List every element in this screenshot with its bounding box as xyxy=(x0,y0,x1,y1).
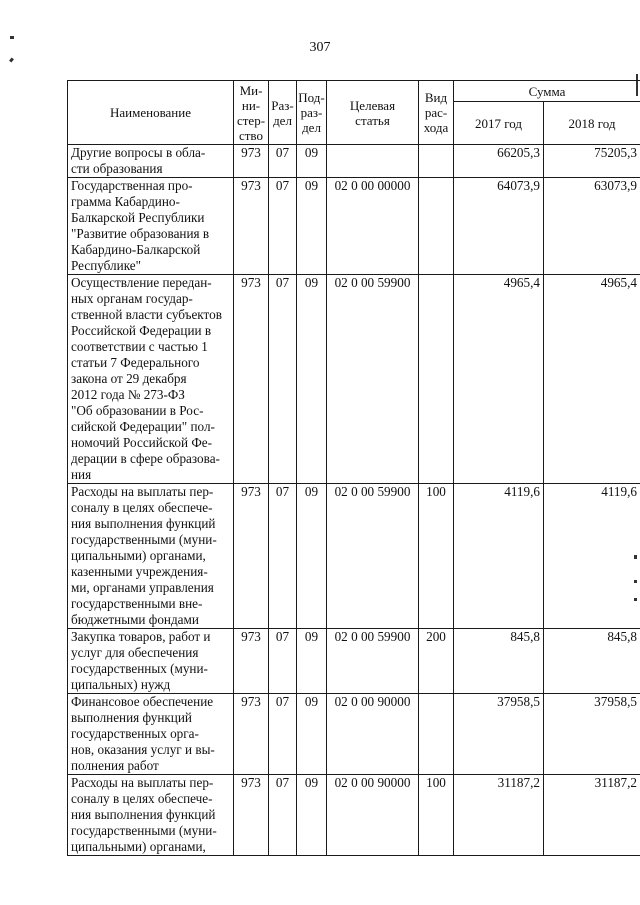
scan-mark xyxy=(10,36,14,39)
row-subsection: 09 xyxy=(297,275,327,484)
row-expense-type: 100 xyxy=(419,484,454,629)
row-target: 02 0 00 00000 xyxy=(327,178,419,275)
row-section: 07 xyxy=(269,629,297,694)
scan-mark xyxy=(9,58,14,63)
row-target: 02 0 00 90000 xyxy=(327,775,419,856)
row-subsection: 09 xyxy=(297,178,327,275)
row-target: 02 0 00 59900 xyxy=(327,484,419,629)
row-name: Финансовое обеспечение выполнения функций государственных орга- нов, оказания услуг и вы- полнения работ xyxy=(68,694,234,775)
budget-table xyxy=(67,80,640,856)
table-row xyxy=(68,629,640,694)
row-sum-2018: 75205,3 xyxy=(544,145,640,178)
row-sum-2018: 845,8 xyxy=(544,629,640,694)
row-ministry: 973 xyxy=(234,694,269,775)
row-sum-2018: 37958,5 xyxy=(544,694,640,775)
row-sum-2017: 4119,6 xyxy=(454,484,544,629)
row-target xyxy=(327,145,419,178)
header-year-2018: 2018 год xyxy=(544,102,640,145)
row-section: 07 xyxy=(269,275,297,484)
row-sum-2018: 63073,9 xyxy=(544,178,640,275)
row-name: Другие вопросы в обла- сти образования xyxy=(68,145,234,178)
header-section: Раз- дел xyxy=(269,81,297,145)
table-row xyxy=(68,178,640,275)
row-subsection: 09 xyxy=(297,629,327,694)
header-name: Наименование xyxy=(68,81,234,145)
header-target: Целевая статья xyxy=(327,81,419,145)
row-target: 02 0 00 59900 xyxy=(327,275,419,484)
header-subsection: Под- раз- дел xyxy=(297,81,327,145)
row-expense-type xyxy=(419,694,454,775)
header-sum: Сумма xyxy=(454,81,640,102)
row-sum-2017: 31187,2 xyxy=(454,775,544,856)
table-row xyxy=(68,775,640,856)
row-ministry: 973 xyxy=(234,629,269,694)
table-row xyxy=(68,484,640,629)
row-sum-2017: 66205,3 xyxy=(454,145,544,178)
row-expense-type xyxy=(419,275,454,484)
row-name: Расходы на выплаты пер- соналу в целях обеспече- ния выполнения функций государственными (муни- ципальными) органами, казенными учреждения- ми, органами управления государственными вне- бюджетными фондами xyxy=(68,484,234,629)
row-section: 07 xyxy=(269,145,297,178)
row-section: 07 xyxy=(269,484,297,629)
table-row xyxy=(68,275,640,484)
row-name: Закупка товаров, работ и услуг для обеспечения государственных (муни- ципальных) нужд xyxy=(68,629,234,694)
row-ministry: 973 xyxy=(234,275,269,484)
header-expense-type: Вид рас- хода xyxy=(419,81,454,145)
row-sum-2017: 64073,9 xyxy=(454,178,544,275)
header-ministry: Ми- ни- стер- ство xyxy=(234,81,269,145)
row-expense-type xyxy=(419,145,454,178)
row-target: 02 0 00 59900 xyxy=(327,629,419,694)
row-name: Расходы на выплаты пер- соналу в целях обеспече- ния выполнения функций государственными (муни- ципальными) органами, xyxy=(68,775,234,856)
row-sum-2018: 4965,4 xyxy=(544,275,640,484)
row-section: 07 xyxy=(269,775,297,856)
row-expense-type: 100 xyxy=(419,775,454,856)
row-name: Осуществление передан- ных органам государ- ственной власти субъектов Российской Федерации в соответствии с частью 1 статьи 7 Федерального закона от 29 декабря 2012 года № 273-ФЗ "Об образовании в Рос- сийской Федерации" пол- номочий Российской Фе- дерации в сфере образова- ния xyxy=(68,275,234,484)
row-expense-type: 200 xyxy=(419,629,454,694)
row-section: 07 xyxy=(269,694,297,775)
row-ministry: 973 xyxy=(234,775,269,856)
row-sum-2017: 845,8 xyxy=(454,629,544,694)
row-section: 07 xyxy=(269,178,297,275)
row-subsection: 09 xyxy=(297,484,327,629)
table-row xyxy=(68,145,640,178)
row-name: Государственная про- грамма Кабардино- Балкарской Республики "Развитие образования в Кабардино-Балкарской Республике" xyxy=(68,178,234,275)
row-expense-type xyxy=(419,178,454,275)
row-sum-2017: 4965,4 xyxy=(454,275,544,484)
header-year-2017: 2017 год xyxy=(454,102,544,145)
row-ministry: 973 xyxy=(234,145,269,178)
row-subsection: 09 xyxy=(297,694,327,775)
table-row xyxy=(68,694,640,775)
row-subsection: 09 xyxy=(297,145,327,178)
row-ministry: 973 xyxy=(234,484,269,629)
page-number: 307 xyxy=(309,40,331,55)
row-sum-2018: 4119,6 xyxy=(544,484,640,629)
row-ministry: 973 xyxy=(234,178,269,275)
row-sum-2018: 31187,2 xyxy=(544,775,640,856)
row-subsection: 09 xyxy=(297,775,327,856)
row-sum-2017: 37958,5 xyxy=(454,694,544,775)
row-target: 02 0 00 90000 xyxy=(327,694,419,775)
